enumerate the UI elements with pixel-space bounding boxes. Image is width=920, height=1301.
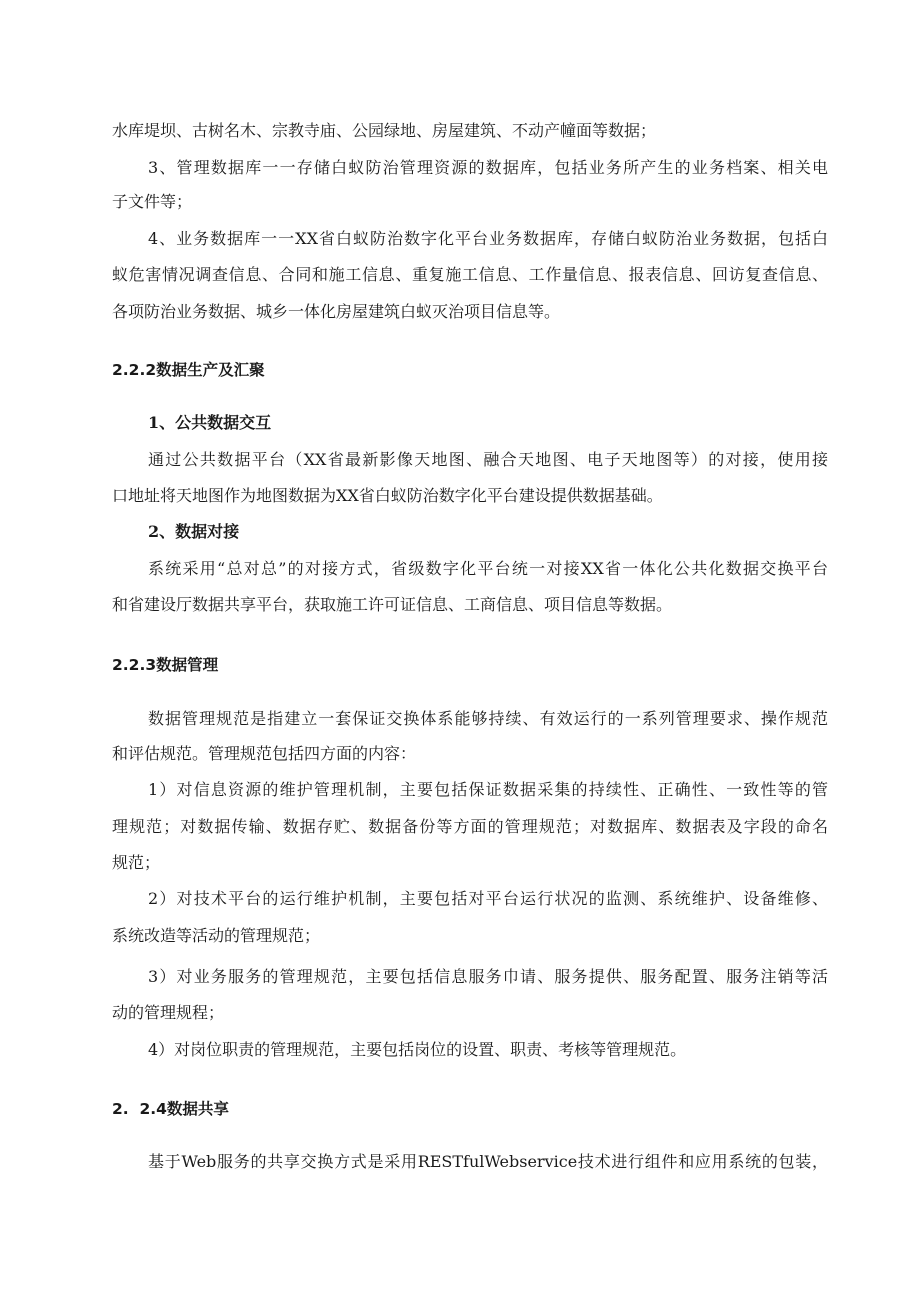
paragraph-line: 3）对业务服务的管理规范，主要包括信息服务巾请、服务提供、服务配置、服务注销等活 bbox=[148, 967, 828, 986]
paragraph-line: 4）对岗位职责的管理规范，主要包括岗位的设置、职责、考核等管理规范。 bbox=[148, 1040, 687, 1059]
section-heading: 2. 2.4数据共享 bbox=[112, 1100, 229, 1118]
paragraph-line: 规范； bbox=[112, 853, 161, 872]
subsection-heading: 2、数据对接 bbox=[148, 522, 240, 541]
paragraph-line: 系统改造等活动的管理规范； bbox=[112, 926, 321, 945]
section-heading: 2.2.2数据生产及汇聚 bbox=[112, 361, 265, 379]
paragraph-line: 和省建设厅数据共享平台，获取施工许可证信息、工商信息、项目信息等数据。 bbox=[112, 595, 673, 614]
paragraph-line: 口地址将天地图作为地图数据为XX省白蚁防治数字化平台建设提供数据基础。 bbox=[112, 486, 663, 505]
section-heading: 2.2.3数据管理 bbox=[112, 656, 219, 674]
paragraph-line: 水库堤坝、古树名木、宗教寺庙、公园绿地、房屋建筑、不动产幢面等数据； bbox=[112, 121, 657, 140]
paragraph-line: 2）对技术平台的运行维护机制，主要包括对平台运行状况的监测、系统维护、设备维修、 bbox=[148, 889, 828, 908]
paragraph-line: 通过公共数据平台（XX省最新影像天地图、融合天地图、电子天地图等）的对接，使用接 bbox=[148, 450, 828, 469]
paragraph-line: 子文件等； bbox=[112, 192, 193, 211]
paragraph-line: 基于Web服务的共享交换方式是采用RESTfulWebservice技术进行组件和应用系统的包装， bbox=[148, 1152, 828, 1171]
paragraph-line: 各项防治业务数据、城乡一体化房屋建筑白蚁灭治项目信息等。 bbox=[112, 302, 561, 321]
paragraph-line: 系统采用“总对总”的对接方式，省级数字化平台统一对接XX省一体化公共化数据交换平台 bbox=[148, 559, 828, 578]
paragraph-line: 理规范；对数据传输、数据存贮、数据备份等方面的管理规范；对数据库、数据表及字段的命名 bbox=[112, 817, 828, 836]
paragraph-line: 蚁危害情况调查信息、合同和施工信息、重复施工信息、工作量信息、报表信息、回访复查信息、 bbox=[112, 265, 828, 284]
subsection-heading: 1、公共数据交互 bbox=[148, 413, 272, 432]
paragraph-line: 数据管理规范是指建立一套保证交换体系能够持续、有效运行的一系列管理要求、操作规范 bbox=[148, 709, 828, 728]
paragraph-line: 4、业务数据库一一XX省白蚁防治数字化平台业务数据库，存储白蚁防治业务数据，包括白 bbox=[148, 229, 828, 248]
paragraph-line: 动的管理规程； bbox=[112, 1003, 225, 1022]
paragraph-line: 和评估规范。管理规范包括四方面的内容： bbox=[112, 744, 417, 763]
paragraph-line: 1）对信息资源的维护管理机制，主要包括保证数据采集的持续性、正确性、一致性等的管 bbox=[148, 780, 828, 799]
paragraph-line: 3、管理数据库一一存储白蚁防治管理资源的数据库，包括业务所产生的业务档案、相关电 bbox=[148, 158, 828, 177]
